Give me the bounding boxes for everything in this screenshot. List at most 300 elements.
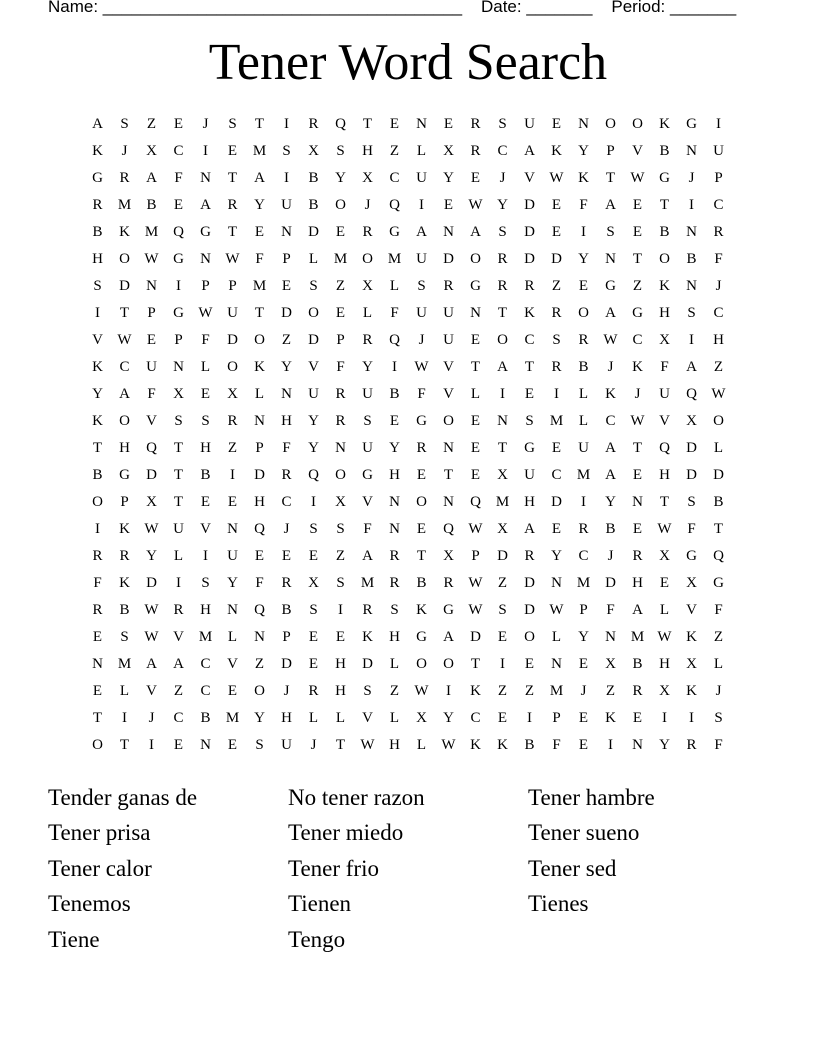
grid-letter: Y — [443, 710, 454, 726]
grid-letter: Q — [254, 602, 265, 618]
grid-letter: R — [119, 548, 130, 564]
grid-letter: Q — [470, 494, 481, 510]
grid-letter: R — [524, 278, 535, 294]
grid-letter: H — [119, 440, 130, 456]
grid-letter: O — [119, 413, 130, 429]
grid-letter: N — [443, 494, 454, 510]
grid-letter: D — [524, 197, 535, 213]
grid-letter: S — [498, 602, 507, 618]
grid-letter: K — [686, 629, 697, 645]
grid-letter: N — [578, 116, 589, 132]
grid-letter: B — [308, 197, 319, 213]
grid-letter: M — [549, 683, 564, 699]
grid-letter: R — [389, 548, 400, 564]
grid-letter: R — [524, 548, 535, 564]
grid-letter: H — [659, 305, 670, 321]
grid-letter: C — [119, 359, 130, 375]
page-title: Tener Word Search — [208, 34, 608, 91]
grid-letter: N — [200, 737, 211, 753]
grid-letter: Q — [335, 116, 346, 132]
grid-letter: E — [497, 629, 508, 645]
grid-letter: A — [605, 440, 616, 456]
grid-letter: I — [392, 359, 397, 375]
grid-letter: S — [120, 629, 129, 645]
grid-letter: S — [309, 521, 318, 537]
grid-letter: G — [686, 116, 697, 132]
word-list-row — [48, 780, 768, 816]
grid-letter: L — [416, 143, 427, 159]
grid-row — [84, 273, 732, 300]
grid-letter: G — [713, 575, 724, 591]
grid-row — [84, 678, 732, 705]
grid-letter: W — [144, 251, 159, 267]
word-list-item: Tener sed — [528, 855, 617, 881]
grid-letter: X — [686, 656, 697, 672]
grid-letter: O — [362, 251, 373, 267]
grid-letter: M — [144, 224, 159, 240]
grid-letter: R — [470, 116, 481, 132]
grid-letter: R — [416, 440, 427, 456]
grid-letter: E — [389, 413, 400, 429]
grid-letter: B — [389, 386, 400, 402]
grid-letter: I — [662, 710, 667, 726]
grid-letter: S — [363, 413, 372, 429]
grid-letter: S — [714, 710, 723, 726]
grid-letter: S — [120, 116, 129, 132]
grid-letter: G — [659, 170, 670, 186]
word-list-row — [48, 851, 768, 887]
grid-letter: K — [632, 359, 643, 375]
grid-letter: N — [470, 305, 481, 321]
grid-letter: N — [416, 116, 427, 132]
grid-letter: L — [173, 548, 184, 564]
grid-letter: X — [497, 521, 508, 537]
grid-letter: I — [419, 197, 424, 213]
grid-letter: K — [362, 629, 373, 645]
grid-letter: Y — [281, 359, 292, 375]
grid-letter: Z — [497, 575, 508, 591]
grid-letter: E — [92, 629, 103, 645]
grid-letter: L — [119, 683, 130, 699]
grid-letter: Y — [362, 359, 373, 375]
grid-letter: X — [146, 143, 157, 159]
grid-letter: L — [578, 386, 589, 402]
grid-letter: E — [443, 116, 454, 132]
grid-letter: O — [254, 683, 265, 699]
grid-letter: G — [119, 467, 130, 483]
grid-letter: F — [687, 521, 696, 537]
grid-letter: S — [498, 224, 507, 240]
grid-letter: B — [308, 170, 319, 186]
grid-letter: O — [524, 629, 535, 645]
grid-letter: Q — [686, 386, 697, 402]
grid-letter: W — [144, 602, 159, 618]
grid-letter: O — [713, 413, 724, 429]
grid-letter: D — [146, 575, 157, 591]
grid-letter: J — [634, 386, 641, 402]
grid-letter: A — [362, 548, 373, 564]
grid-letter: O — [92, 494, 103, 510]
grid-letter: V — [227, 656, 238, 672]
grid-letter: E — [578, 710, 589, 726]
grid-letter: E — [578, 737, 589, 753]
grid-letter: R — [632, 548, 643, 564]
grid-letter: I — [446, 683, 451, 699]
grid-letter: T — [173, 440, 184, 456]
grid-letter: W — [630, 413, 645, 429]
grid-letter: F — [255, 251, 264, 267]
grid-letter: F — [714, 737, 723, 753]
grid-letter: S — [201, 575, 210, 591]
grid-letter: K — [659, 116, 670, 132]
grid-letter: A — [416, 224, 427, 240]
grid-letter: E — [632, 521, 643, 537]
grid-letter: M — [117, 197, 132, 213]
grid-letter: C — [200, 683, 211, 699]
grid-letter: T — [470, 359, 481, 375]
grid-letter: M — [387, 251, 402, 267]
grid-letter: V — [632, 143, 643, 159]
grid-letter: D — [713, 467, 724, 483]
grid-letter: W — [414, 683, 429, 699]
grid-letter: J — [418, 332, 425, 348]
grid-letter: N — [92, 656, 103, 672]
grid-letter: J — [607, 548, 614, 564]
grid-letter: D — [524, 224, 535, 240]
grid-letter: F — [579, 197, 588, 213]
grid-letter: P — [120, 494, 129, 510]
grid-letter: Z — [632, 278, 643, 294]
grid-letter: B — [119, 602, 130, 618]
grid-letter: Z — [551, 278, 562, 294]
grid-letter: B — [578, 359, 589, 375]
grid-row — [84, 543, 732, 570]
grid-letter: T — [659, 197, 670, 213]
grid-letter: M — [225, 710, 240, 726]
grid-letter: W — [549, 170, 564, 186]
grid-letter: G — [470, 278, 481, 294]
grid-letter: G — [200, 224, 211, 240]
grid-letter: N — [200, 170, 211, 186]
grid-letter: K — [92, 143, 103, 159]
grid-letter: K — [416, 602, 427, 618]
grid-letter: H — [281, 413, 292, 429]
grid-letter: F — [255, 575, 264, 591]
grid-letter: T — [497, 305, 508, 321]
grid-letter: H — [92, 251, 103, 267]
grid-letter: Y — [578, 143, 589, 159]
grid-letter: Z — [389, 683, 400, 699]
grid-letter: S — [174, 413, 183, 429]
grid-letter: Z — [227, 440, 238, 456]
grid-letter: C — [200, 656, 211, 672]
grid-letter: O — [470, 251, 481, 267]
grid-letter: T — [254, 116, 265, 132]
grid-letter: O — [605, 116, 616, 132]
grid-letter: F — [336, 359, 345, 375]
grid-letter: L — [713, 440, 724, 456]
grid-letter: R — [632, 683, 643, 699]
grid-letter: B — [632, 656, 643, 672]
grid-letter: K — [524, 305, 535, 321]
grid-letter: P — [606, 143, 615, 159]
grid-letter: E — [632, 224, 643, 240]
grid-letter: G — [173, 251, 184, 267]
grid-letter: X — [173, 386, 184, 402]
grid-letter: D — [551, 494, 562, 510]
grid-letter: I — [122, 710, 127, 726]
grid-letter: L — [254, 386, 265, 402]
grid-letter: B — [659, 224, 670, 240]
grid-letter: K — [92, 413, 103, 429]
grid-letter: L — [308, 251, 319, 267]
grid-letter: D — [281, 656, 292, 672]
grid-letter: B — [659, 143, 670, 159]
grid-letter: Y — [227, 575, 238, 591]
grid-letter: P — [552, 710, 561, 726]
grid-letter: L — [389, 710, 400, 726]
grid-letter: Y — [254, 710, 265, 726]
grid-letter: M — [333, 251, 348, 267]
word-list-row — [48, 887, 768, 923]
grid-letter: H — [281, 710, 292, 726]
grid-letter: H — [713, 332, 724, 348]
grid-letter: J — [283, 683, 290, 699]
grid-letter: I — [500, 386, 505, 402]
grid-letter: N — [254, 413, 265, 429]
grid-letter: D — [227, 332, 238, 348]
grid-letter: Y — [308, 440, 319, 456]
grid-letter: G — [686, 548, 697, 564]
grid-letter: K — [119, 224, 130, 240]
grid-letter: W — [711, 386, 726, 402]
grid-letter: N — [335, 440, 346, 456]
grid-letter: N — [227, 602, 238, 618]
grid-letter: Z — [605, 683, 616, 699]
grid-letter: P — [714, 170, 723, 186]
grid-row — [84, 570, 732, 597]
grid-letter: C — [578, 548, 589, 564]
grid-letter: U — [416, 251, 427, 267]
grid-letter: R — [443, 278, 454, 294]
grid-letter: C — [605, 413, 616, 429]
grid-letter: Y — [551, 548, 562, 564]
grid-letter: O — [632, 116, 643, 132]
grid-letter: E — [551, 440, 562, 456]
word-list-item: Tenemos — [48, 891, 131, 917]
grid-letter: E — [335, 224, 346, 240]
grid-letter: Y — [92, 386, 103, 402]
grid-letter: E — [470, 170, 481, 186]
grid-letter: V — [200, 521, 211, 537]
grid-row — [84, 300, 732, 327]
grid-letter: J — [607, 359, 614, 375]
grid-letter: K — [119, 521, 130, 537]
grid-letter: O — [443, 413, 454, 429]
grid-letter: G — [416, 629, 427, 645]
grid-letter: V — [659, 413, 670, 429]
grid-letter: U — [578, 440, 589, 456]
grid-letter: B — [524, 737, 535, 753]
grid-letter: M — [576, 575, 591, 591]
grid-letter: J — [202, 116, 209, 132]
grid-row — [84, 597, 732, 624]
grid-letter: Y — [578, 629, 589, 645]
grid-letter: L — [227, 629, 238, 645]
grid-row — [84, 138, 732, 165]
grid-letter: B — [146, 197, 157, 213]
grid-letter: F — [714, 602, 723, 618]
word-list-item: No tener razon — [288, 784, 425, 810]
grid-letter: Q — [443, 521, 454, 537]
grid-letter: D — [551, 251, 562, 267]
grid-letter: H — [389, 737, 400, 753]
grid-letter: U — [173, 521, 184, 537]
grid-letter: E — [578, 278, 589, 294]
grid-letter: B — [605, 521, 616, 537]
grid-letter: T — [659, 494, 670, 510]
grid-letter: E — [227, 737, 238, 753]
grid-letter: R — [308, 683, 319, 699]
grid-letter: K — [578, 170, 589, 186]
grid-letter: I — [689, 332, 694, 348]
grid-letter: H — [632, 575, 643, 591]
grid-letter: Y — [605, 494, 616, 510]
grid-letter: J — [121, 143, 128, 159]
grid-letter: R — [308, 116, 319, 132]
grid-letter: X — [362, 170, 373, 186]
grid-letter: C — [713, 305, 724, 321]
grid-letter: F — [606, 602, 615, 618]
grid-letter: E — [308, 629, 319, 645]
grid-letter: W — [468, 602, 483, 618]
grid-letter: E — [389, 116, 400, 132]
grid-letter: Q — [146, 440, 157, 456]
grid-letter: A — [92, 116, 103, 132]
grid-letter: I — [203, 143, 208, 159]
grid-letter: W — [603, 332, 618, 348]
word-list-item: Tener miedo — [288, 820, 404, 846]
grid-letter: R — [281, 575, 292, 591]
grid-row — [84, 651, 732, 678]
grid-letter: S — [309, 602, 318, 618]
grid-letter: S — [687, 494, 696, 510]
grid-row — [84, 408, 732, 435]
grid-letter: T — [605, 170, 616, 186]
grid-letter: P — [255, 440, 264, 456]
grid-letter: Z — [335, 548, 346, 564]
grid-letter: H — [200, 440, 211, 456]
grid-letter: X — [497, 467, 508, 483]
grid-letter: F — [201, 332, 210, 348]
grid-row — [84, 192, 732, 219]
grid-letter: R — [497, 251, 508, 267]
grid-letter: U — [362, 386, 373, 402]
grid-letter: Z — [173, 683, 184, 699]
grid-letter: Y — [659, 737, 670, 753]
grid-letter: E — [254, 224, 265, 240]
grid-letter: D — [254, 467, 265, 483]
grid-letter: A — [524, 143, 535, 159]
grid-letter: U — [281, 737, 292, 753]
grid-letter: E — [254, 548, 265, 564]
grid-letter: R — [578, 521, 589, 537]
grid-letter: F — [714, 251, 723, 267]
grid-letter: E — [632, 467, 643, 483]
word-list-item: Tienes — [528, 891, 589, 917]
grid-letter: G — [173, 305, 184, 321]
grid-letter: D — [470, 629, 481, 645]
grid-letter: L — [416, 737, 427, 753]
grid-letter: G — [443, 602, 454, 618]
grid-letter: N — [551, 656, 562, 672]
grid-letter: S — [390, 602, 399, 618]
grid-letter: I — [527, 710, 532, 726]
grid-letter: B — [92, 224, 103, 240]
grid-letter: V — [146, 683, 157, 699]
grid-letter: H — [362, 143, 373, 159]
grid-letter: E — [524, 386, 535, 402]
grid-letter: C — [470, 710, 481, 726]
grid-letter: X — [659, 332, 670, 348]
grid-letter: A — [605, 197, 616, 213]
grid-letter: B — [713, 494, 724, 510]
grid-letter: E — [659, 575, 670, 591]
grid-letter: P — [228, 278, 237, 294]
grid-letter: R — [470, 143, 481, 159]
grid-letter: U — [362, 440, 373, 456]
grid-letter: B — [92, 467, 103, 483]
grid-letter: I — [284, 170, 289, 186]
grid-letter: F — [552, 737, 561, 753]
grid-letter: Z — [281, 332, 292, 348]
grid-letter: V — [362, 710, 373, 726]
letter-grid — [84, 111, 732, 759]
grid-letter: N — [497, 413, 508, 429]
grid-letter: N — [281, 224, 292, 240]
grid-letter: E — [173, 197, 184, 213]
grid-letter: S — [606, 224, 615, 240]
grid-letter: W — [441, 737, 456, 753]
word-list-item: Tener calor — [48, 855, 152, 881]
grid-letter: I — [284, 116, 289, 132]
grid-letter: X — [443, 143, 454, 159]
grid-letter: I — [608, 737, 613, 753]
grid-letter: H — [524, 494, 535, 510]
grid-letter: S — [525, 413, 534, 429]
grid-letter: I — [203, 548, 208, 564]
grid-letter: R — [362, 224, 373, 240]
grid-letter: E — [227, 683, 238, 699]
grid-letter: T — [416, 548, 427, 564]
grid-letter: R — [92, 548, 103, 564]
grid-letter: Z — [713, 359, 724, 375]
grid-letter: R — [497, 278, 508, 294]
grid-letter: W — [657, 629, 672, 645]
grid-letter: T — [254, 305, 265, 321]
grid-letter: E — [281, 278, 292, 294]
grid-letter: I — [176, 278, 181, 294]
grid-letter: T — [713, 521, 724, 537]
grid-letter: S — [309, 278, 318, 294]
grid-letter: K — [605, 386, 616, 402]
grid-letter: D — [605, 575, 616, 591]
grid-letter: S — [336, 575, 345, 591]
grid-row — [84, 732, 732, 759]
grid-letter: R — [362, 602, 373, 618]
grid-letter: E — [416, 521, 427, 537]
grid-letter: L — [335, 710, 346, 726]
